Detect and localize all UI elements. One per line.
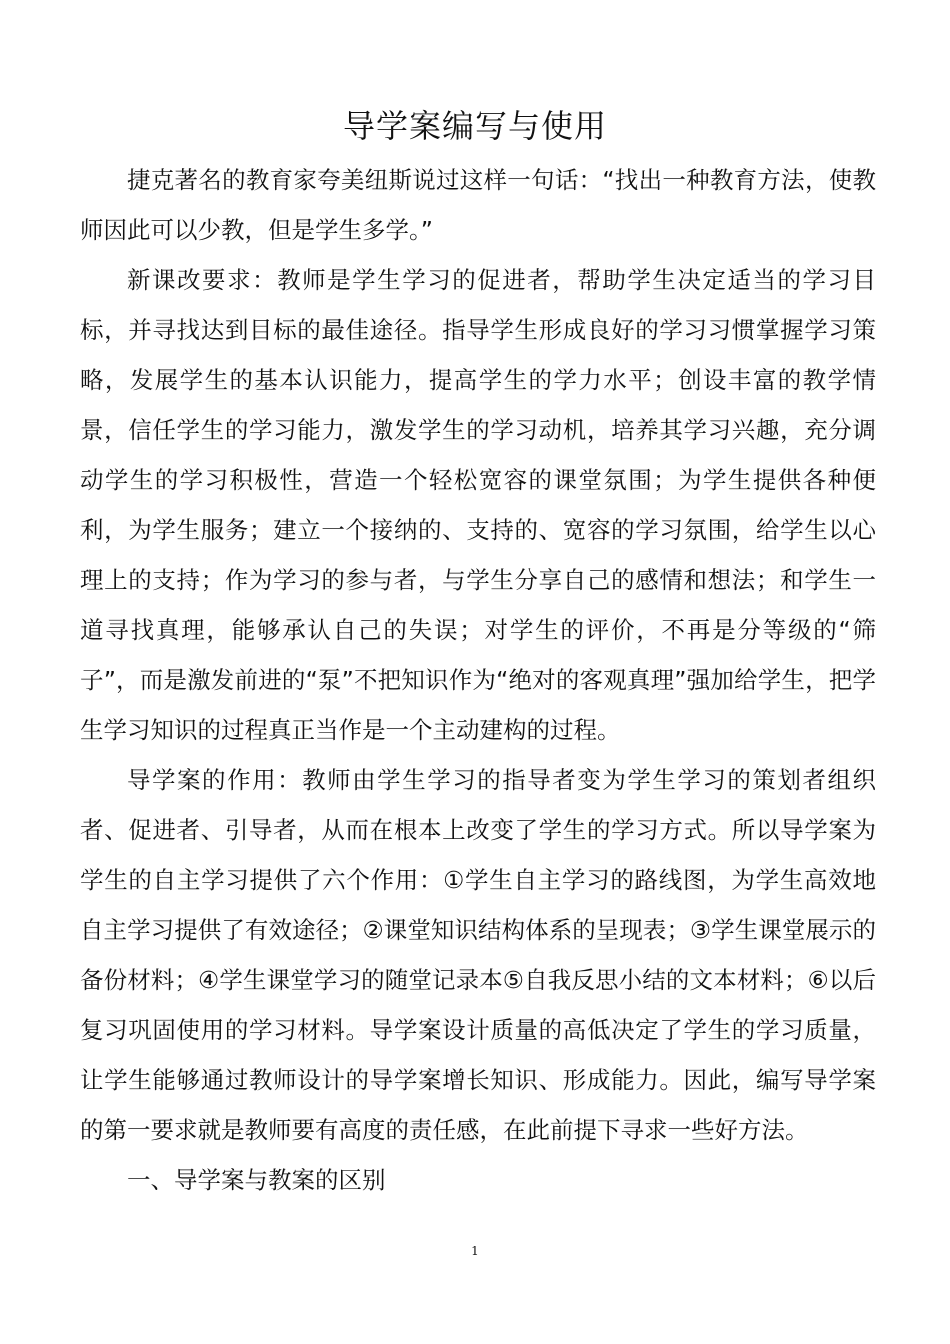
document-body (80, 155, 876, 1205)
section-heading: 一、导学案与教案的区别 (127, 1166, 386, 1194)
page-title: 导学案编写与使用 (342, 107, 607, 145)
paragraph-quote: 捷克著名的教育家夸美纽斯说过这样一句话：“找出一种教育方法，使教师因此可以少教，但是学生多学。” (80, 166, 876, 244)
paragraph-guide-functions: 导学案的作用：教师由学生学习的指导者变为学生学习的策划者组织者、促进者、引导者，从而在根本上改变了学生的学习方式。所以导学案为学生的自主学习提供了六个作用：①学生自主学习的路线图，为学生高效地自主学习提供了有效途径；②课堂知识结构体系的呈现表；③学生课堂展示的备份材料；④学生课堂学习的随堂记录本⑤自我反思小结的文本材料；⑥以后复习巩固使用的学习材料。导学案设计质量的高低决定了学生的学习质量，让学生能够通过教师设计的导学案增长知识、形成能力。因此，编写导学案的第一要求就是教师要有高度的责任感，在此前提下寻求一些好方法。 (80, 766, 876, 1144)
paragraph-curriculum-requirements: 新课改要求：教师是学生学习的促进者，帮助学生决定适当的学习目标，并寻找达到目标的最佳途径。指导学生形成良好的学习习惯掌握学习策略，发展学生的基本认识能力，提高学生的学力水平；创设丰富的教学情景，信任学生的学习能力，激发学生的学习动机，培养其学习兴趣，充分调动学生的学习积极性，营造一个轻松宽容的课堂氛围；为学生提供各种便利，为学生服务；建立一个接纳的、支持的、宽容的学习氛围，给学生以心理上的支持；作为学习的参与者，与学生分享自己的感情和想法；和学生一道寻找真理，能够承认自己的失误；对学生的评价，不再是分等级的“筛子”，而是激发前进的“泵”不把知识作为“绝对的客观真理”强加给学生，把学生学习知识的过程真正当作是一个主动建构的过程。 (80, 266, 876, 744)
page-number: 1 (471, 1244, 479, 1258)
